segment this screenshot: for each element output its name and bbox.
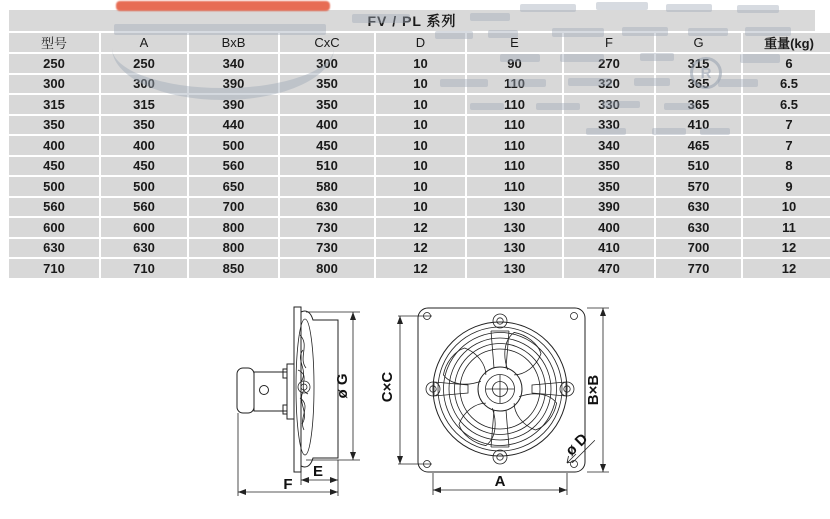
table-cell: 12 [743,259,830,278]
table-header [9,33,830,52]
table-row [9,218,830,237]
table-cell: 330 [564,95,654,114]
table-cell: 250 [9,54,99,73]
table-cell: 10 [376,75,465,94]
table-cell: 500 [9,177,99,196]
table-cell: 400 [280,116,374,135]
table-cell: 600 [101,218,187,237]
table-cell: 10 [376,116,465,135]
table-row [9,136,830,155]
table-row [9,95,830,114]
table-cell: 800 [280,259,374,278]
table-cell: 12 [376,259,465,278]
dim-label-f: F [283,476,293,493]
dim-a [433,473,567,495]
table-cell: 130 [467,259,562,278]
table-cell: 390 [189,95,278,114]
table-cell: 320 [564,75,654,94]
table-cell: 12 [743,239,830,258]
table-cell: 130 [467,239,562,258]
table-cell: 10 [376,136,465,155]
table-cell: 10 [376,54,465,73]
table-cell: 600 [9,218,99,237]
table-cell: 710 [9,259,99,278]
table-cell: 730 [280,218,374,237]
bracket-notch [283,369,287,378]
table-cell: 300 [101,75,187,94]
technical-drawings [0,290,830,519]
table-cell: 110 [467,116,562,135]
header-row [9,33,830,52]
spec-sheet [7,10,817,280]
column-header: BxB [189,33,278,52]
table-cell: 630 [656,198,741,217]
corner-hole [571,313,578,320]
fan-side-view [237,307,360,496]
table-cell: 450 [9,157,99,176]
dim-label-g: ø G [334,373,351,399]
column-header: 重量(kg) [743,33,830,52]
table-cell: 630 [656,218,741,237]
table-cell: 450 [101,157,187,176]
column-header: E [467,33,562,52]
table-cell: 500 [101,177,187,196]
table-cell: 110 [467,157,562,176]
table-cell: 10 [743,198,830,217]
table-cell: 700 [189,198,278,217]
column-header: F [564,33,654,52]
table-cell: 570 [656,177,741,196]
table-cell: 580 [280,177,374,196]
table-cell: 500 [189,136,278,155]
table-cell: 300 [280,54,374,73]
table-cell: 315 [9,95,99,114]
table-cell: 10 [376,95,465,114]
table-row [9,177,830,196]
table-cell: 6 [743,54,830,73]
table-cell: 510 [280,157,374,176]
table-row [9,116,830,135]
table-cell: 365 [656,95,741,114]
table-cell: 110 [467,177,562,196]
table-cell: 560 [189,157,278,176]
table-cell: 770 [656,259,741,278]
table-cell: 410 [656,116,741,135]
bracket-notch [283,405,287,414]
table-cell: 10 [376,157,465,176]
dim-label-bxb: B×B [585,374,602,406]
table-cell: 410 [564,239,654,258]
table-cell: 110 [467,75,562,94]
table-cell: 12 [376,218,465,237]
dim-f [238,413,338,496]
table-cell: 350 [564,157,654,176]
table-row [9,75,830,94]
column-header: G [656,33,741,52]
table-cell: 390 [564,198,654,217]
table-cell: 8 [743,157,830,176]
hub [478,367,522,411]
table-cell: 9 [743,177,830,196]
table-cell: 630 [280,198,374,217]
table-cell: 10 [376,198,465,217]
table-cell: 400 [9,136,99,155]
column-header: D [376,33,465,52]
table-cell: 340 [189,54,278,73]
column-header: 型号 [9,33,99,52]
table-cell: 270 [564,54,654,73]
motor-terminal [260,386,269,395]
dim-d [559,427,594,463]
dim-label-e: E [312,463,324,480]
table-cell: 110 [467,95,562,114]
table-row [9,198,830,217]
table-cell: 6.5 [743,95,830,114]
series-title: FV / PL 系列 [9,10,815,31]
dimension-table [7,31,830,280]
table-body [9,54,830,278]
column-header: CxC [280,33,374,52]
table-cell: 340 [564,136,654,155]
table-cell: 700 [656,239,741,258]
table-cell: 400 [564,218,654,237]
table-cell: 350 [280,95,374,114]
table-cell: 110 [467,136,562,155]
table-cell: 315 [101,95,187,114]
table-cell: 510 [656,157,741,176]
table-cell: 7 [743,136,830,155]
column-header: A [101,33,187,52]
table-cell: 350 [564,177,654,196]
table-cell: 800 [189,218,278,237]
table-cell: 6.5 [743,75,830,94]
registered-letter: R [700,64,712,82]
table-cell: 560 [101,198,187,217]
table-cell: 440 [189,116,278,135]
table-row [9,239,830,258]
dim-label-a: A [494,473,506,490]
table-cell: 730 [280,239,374,258]
table-row [9,259,830,278]
table-cell: 300 [9,75,99,94]
dim-label-d: ø D [562,430,592,460]
table-cell: 350 [280,75,374,94]
table-cell: 710 [101,259,187,278]
table-cell: 450 [280,136,374,155]
table-cell: 390 [189,75,278,94]
dim-cxc [379,316,432,464]
table-cell: 630 [101,239,187,258]
impeller-side [296,319,314,455]
table-cell: 560 [9,198,99,217]
table-cell: 350 [9,116,99,135]
motor-body [254,372,287,411]
table-cell: 10 [376,177,465,196]
table-cell: 90 [467,54,562,73]
table-cell: 470 [564,259,654,278]
table-cell: 630 [9,239,99,258]
dim-label-cxc: C×C [379,371,396,403]
table-cell: 650 [189,177,278,196]
table-cell: 12 [376,239,465,258]
dim-bxb [585,308,609,472]
table-cell: 365 [656,75,741,94]
table-cell: 130 [467,218,562,237]
table-cell: 465 [656,136,741,155]
motor-cap [237,368,254,413]
watermark-bar [596,2,648,10]
table-cell: 250 [101,54,187,73]
table-cell: 7 [743,116,830,135]
table-cell: 400 [101,136,187,155]
table-cell: 850 [189,259,278,278]
table-cell: 315 [656,54,741,73]
table-row [9,54,830,73]
motor-bracket [287,364,294,419]
table-cell: 330 [564,116,654,135]
fan-front-view [379,308,609,495]
table-cell: 350 [101,116,187,135]
table-cell: 11 [743,218,830,237]
table-row [9,157,830,176]
table-cell: 130 [467,198,562,217]
table-cell: 800 [189,239,278,258]
